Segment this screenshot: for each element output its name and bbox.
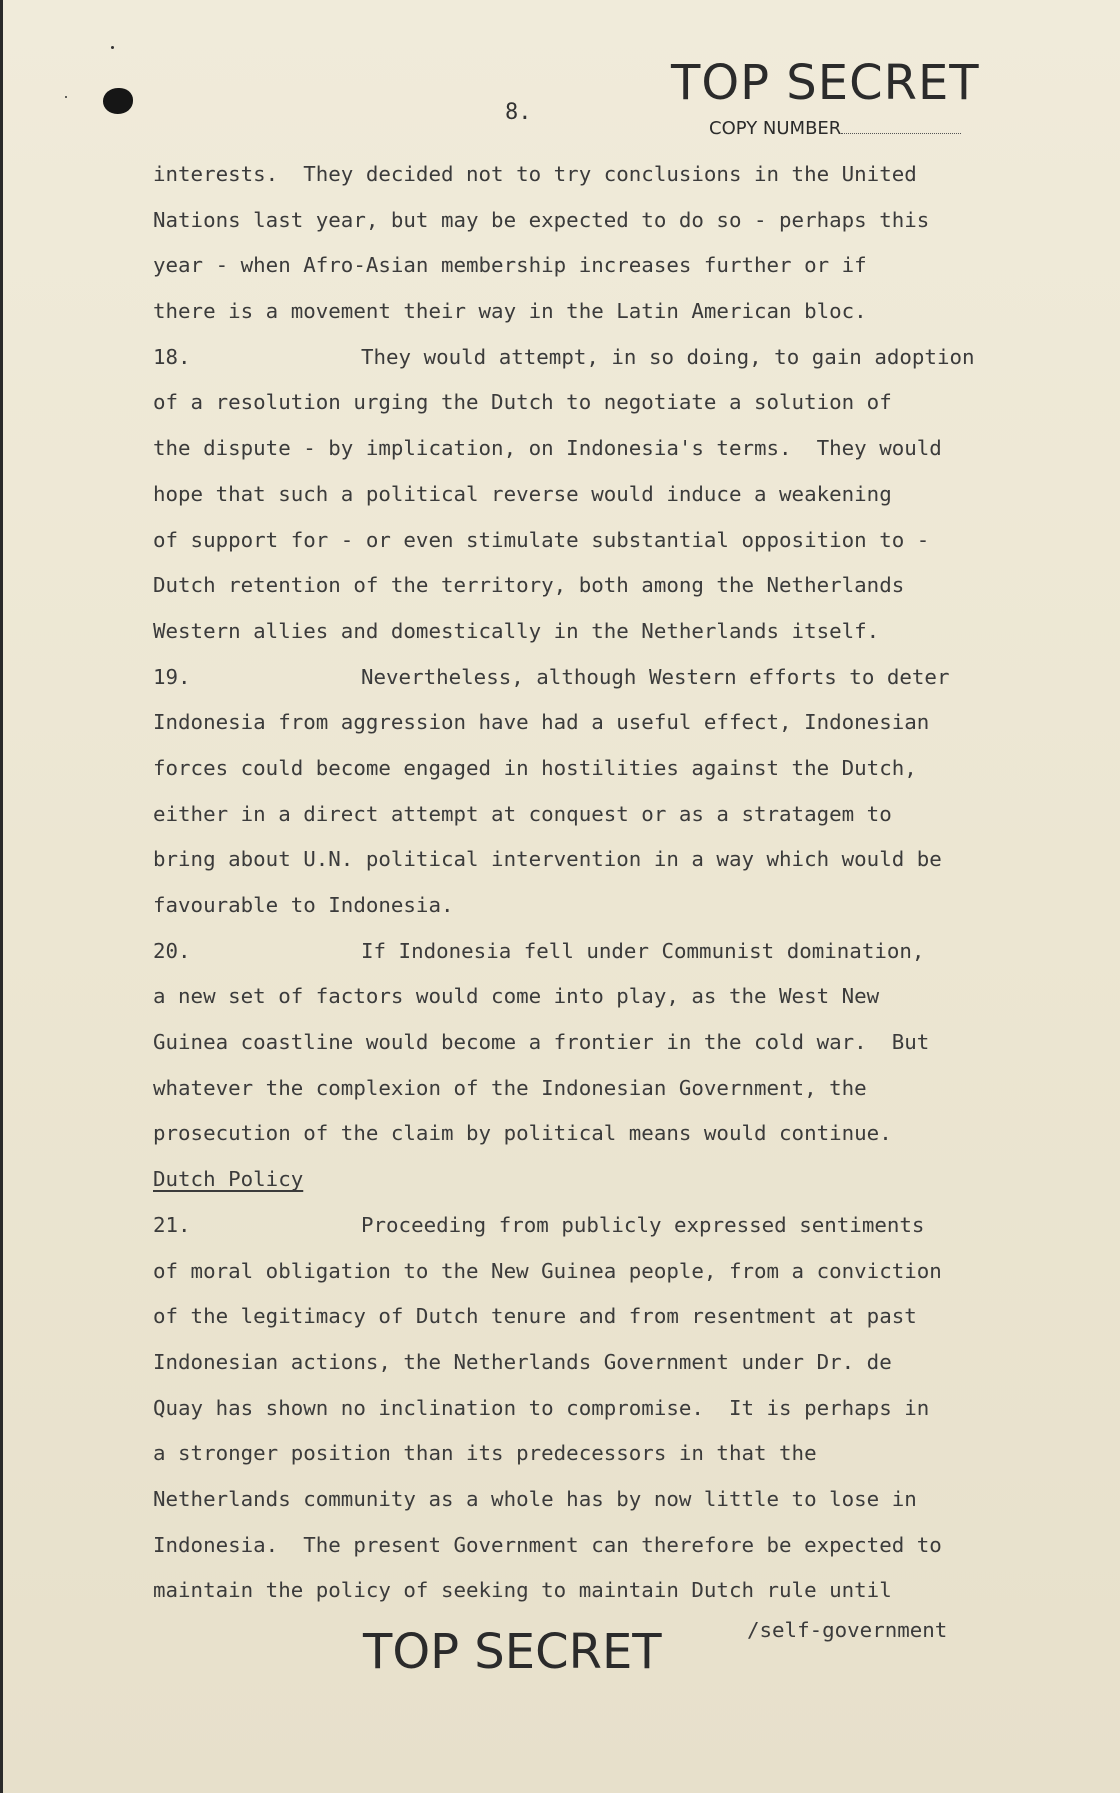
text-line: there is a movement their way in the Latin American bloc.	[153, 299, 867, 324]
paragraph-21-start	[153, 1203, 1033, 1249]
text-line: prosecution of the claim by political means would continue.	[153, 1121, 892, 1146]
text-line: hope that such a political reverse would induce a weakening	[153, 481, 892, 506]
text-line: interests. They decided not to try conclusions in the United	[153, 162, 917, 186]
paragraph-number: 21.	[153, 1212, 191, 1237]
paragraph-19-start	[153, 655, 1033, 701]
text-line: Nevertheless, although Western efforts to deter	[361, 664, 950, 689]
text-line: Guinea coastline would become a frontier in the cold war. But	[153, 1030, 930, 1055]
text-line: either in a direct attempt at conquest or as a stratagem to	[153, 801, 892, 826]
text-line: a stronger position than its predecessors in that the	[153, 1441, 817, 1466]
text-line: of the legitimacy of Dutch tenure and from resentment at past	[153, 1304, 917, 1329]
classification-header: TOP SECRET	[671, 55, 980, 111]
text-line: Quay has shown no inclination to compromise. It is perhaps in	[153, 1395, 930, 1420]
text-line: bring about U.N. political intervention in a way which would be	[153, 847, 942, 872]
text-line: the dispute - by implication, on Indonesia's terms. They would	[153, 436, 942, 461]
paragraph-number: 18.	[153, 344, 191, 369]
text-line: of a resolution urging the Dutch to negotiate a solution of	[153, 390, 892, 415]
copy-number-blank	[841, 133, 961, 134]
paragraph-18-start	[153, 335, 1033, 381]
text-line: of moral obligation to the New Guinea people, from a conviction	[153, 1258, 942, 1283]
text-line: Indonesia. The present Government can therefore be expected to	[153, 1532, 942, 1557]
text-line: of support for - or even stimulate substantial opposition to -	[153, 527, 930, 552]
text-line: Proceeding from publicly expressed sentiments	[361, 1212, 925, 1237]
text-line: If Indonesia fell under Communist domination,	[361, 938, 925, 963]
classification-footer: TOP SECRET	[363, 1624, 662, 1680]
text-line: whatever the complexion of the Indonesian Government, the	[153, 1075, 867, 1100]
section-heading	[153, 1157, 1033, 1203]
text-line: Indonesian actions, the Netherlands Government under Dr. de	[153, 1349, 892, 1374]
paragraph-number: 19.	[153, 664, 191, 689]
speck	[111, 46, 114, 49]
copy-number-field	[709, 118, 961, 139]
text-line: maintain the policy of seeking to maintain Dutch rule until	[153, 1578, 892, 1603]
text-line: a new set of factors would come into play, as the West New	[153, 984, 880, 1009]
text-line: year - when Afro-Asian membership increases further or if	[153, 253, 867, 278]
catchword: /self-government	[747, 1618, 948, 1642]
page-number: 8.	[505, 100, 532, 125]
copy-number-label: COPY NUMBER	[709, 118, 842, 139]
section-heading-text: Dutch Policy	[153, 1167, 304, 1192]
text-line: favourable to Indonesia.	[153, 893, 454, 917]
punch-hole	[103, 88, 133, 114]
text-line: Netherlands community as a whole has by now little to lose in	[153, 1486, 917, 1511]
text-line: They would attempt, in so doing, to gain adoption	[361, 344, 975, 369]
body-text	[153, 152, 1033, 1614]
text-line: forces could become engaged in hostilities against the Dutch,	[153, 755, 917, 780]
speck	[65, 96, 67, 98]
text-line: Western allies and domestically in the Netherlands itself.	[153, 618, 880, 643]
paragraph-20-start	[153, 929, 1033, 975]
text-line: Dutch retention of the territory, both among the Netherlands	[153, 573, 905, 598]
text-line: Nations last year, but may be expected to do so - perhaps this	[153, 207, 930, 232]
text-line: Indonesia from aggression have had a useful effect, Indonesian	[153, 710, 930, 735]
paragraph-number: 20.	[153, 938, 191, 963]
